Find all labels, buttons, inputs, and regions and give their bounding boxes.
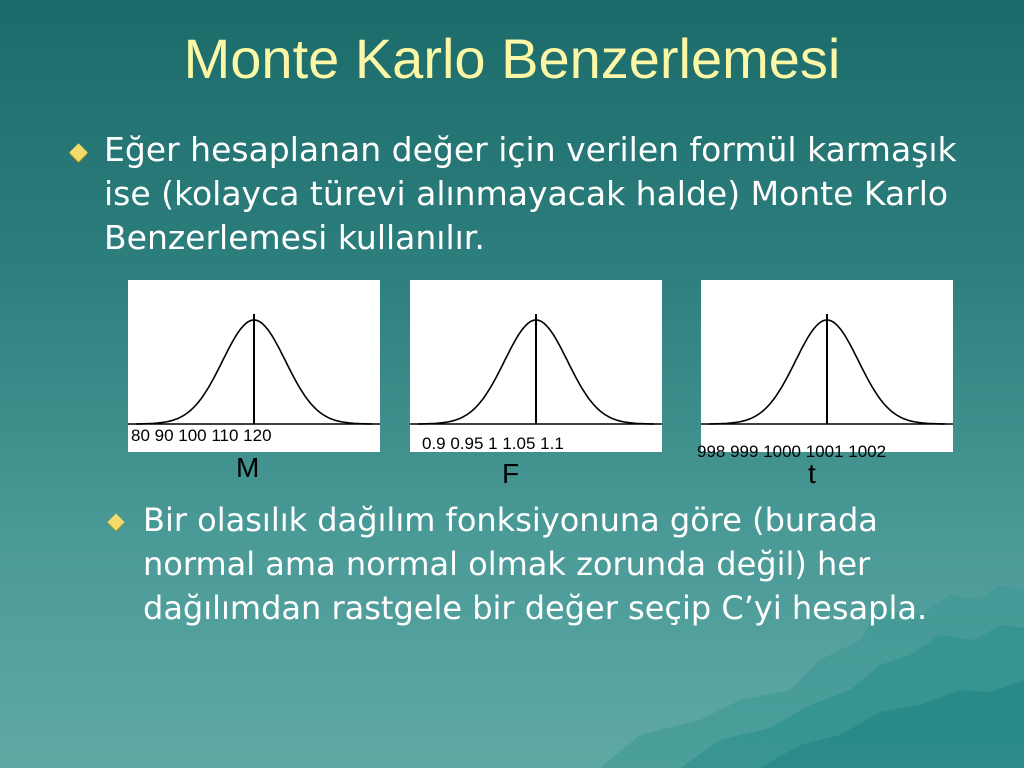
- chart-m-tick-labels: 80 90 100 110 120: [131, 426, 272, 445]
- bullet-item-1: [72, 128, 972, 260]
- bullet-text-2: Bir olasılık dağılım fonksiyonuna göre (burada normal ama normal olmak zorunda değil) her dağılımdan rastgele bir değer seçip C’yi hesapla.: [143, 501, 928, 627]
- chart-t: [701, 280, 953, 452]
- bullet-item-2: [110, 498, 930, 630]
- chart-f-plot: [410, 280, 662, 452]
- chart-m-variable-label: M: [236, 452, 260, 483]
- chart-m: [128, 280, 380, 452]
- chart-t-tick-labels: 998 999 1000 1001 1002: [697, 442, 887, 461]
- chart-f-tick-labels: 0.9 0.95 1 1.05 1.1: [422, 434, 564, 453]
- chart-t-variable-label: t: [808, 458, 816, 489]
- chart-t-plot: [701, 280, 953, 452]
- diamond-bullet-icon: [69, 143, 87, 161]
- bullet-text-1: Eğer hesaplanan değer için verilen formül karmaşık ise (kolayca türevi alınmayacak halde) Monte Karlo Benzerlemesi kullanılır.: [104, 130, 957, 257]
- diamond-bullet-icon: [108, 514, 125, 531]
- chart-f-variable-label: F: [502, 458, 520, 489]
- chart-f: [410, 280, 662, 452]
- slide-title: Monte Karlo Benzerlemesi: [183, 27, 841, 90]
